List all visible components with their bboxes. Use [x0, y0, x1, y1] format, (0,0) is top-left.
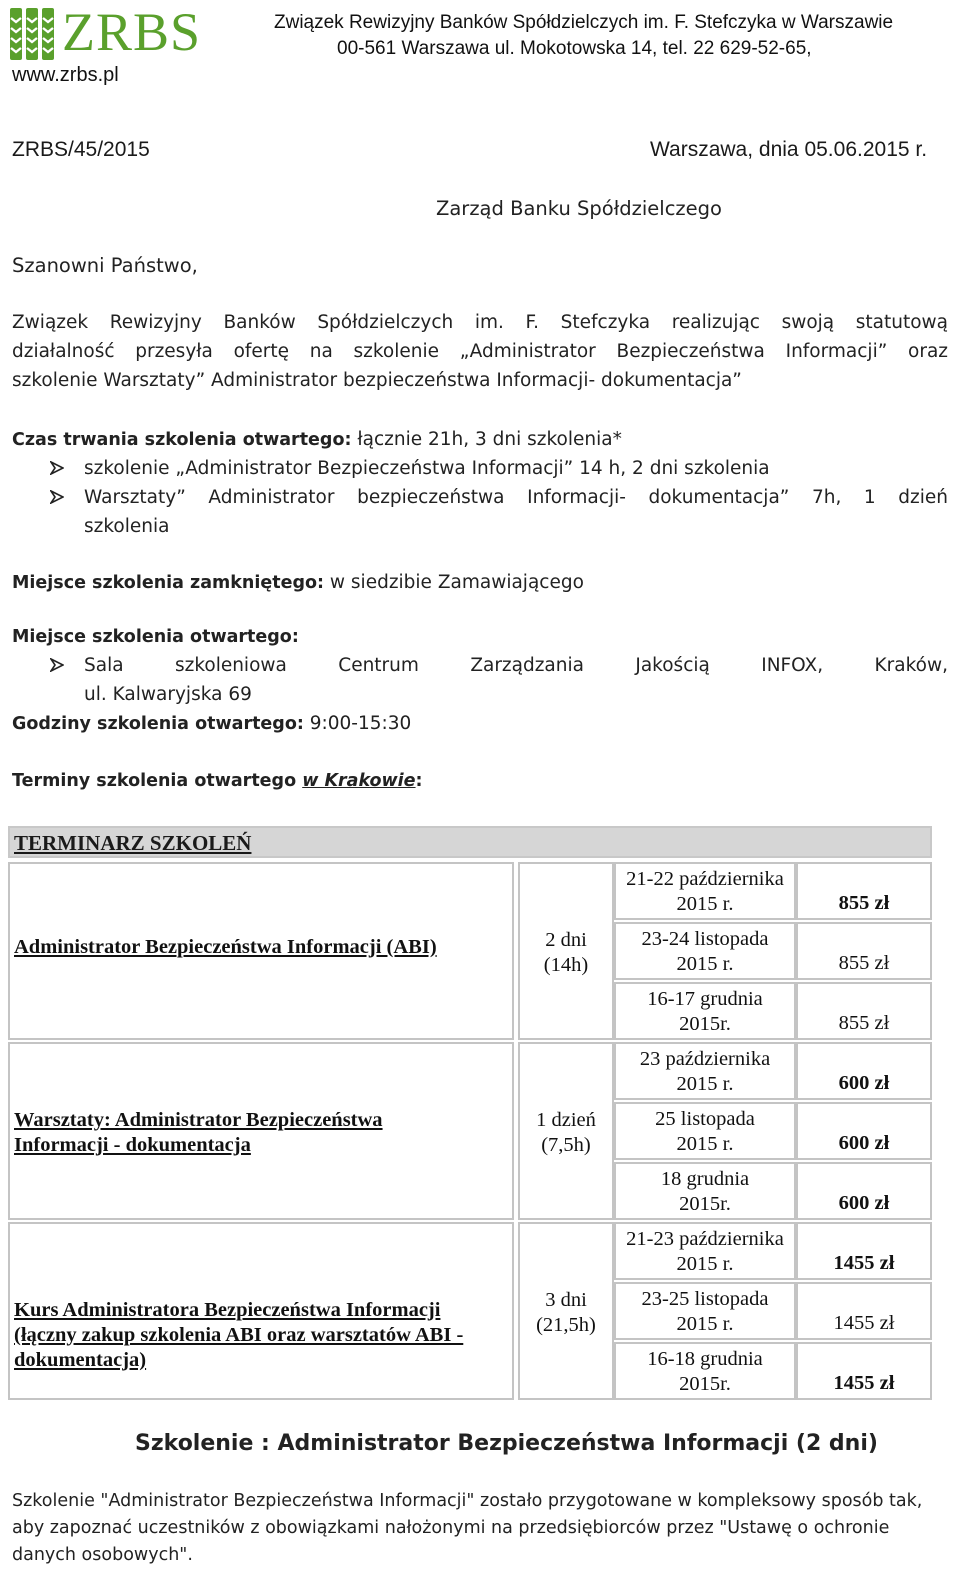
price-cell	[796, 1342, 932, 1400]
closed-place-row	[12, 568, 584, 598]
section-para-line-1: Szkolenie "Administrator Bezpieczeństwa Informacji" zostało przygotowane w kompleksowy sposób tak,	[12, 1491, 923, 1511]
date-text: 21-23 października	[626, 1228, 784, 1250]
date-text: 2015 r.	[676, 1253, 734, 1275]
schedule-table	[8, 826, 932, 1398]
course-name-line: dokumentacja)	[14, 1348, 147, 1371]
intro-line-3: szkolenie Warsztaty” Administrator bezpieczeństwa Informacji- dokumentacja”	[12, 370, 742, 391]
course-duration-cell	[518, 1042, 614, 1220]
letter-date: Warszawa, dnia 05.06.2015 r.	[650, 138, 928, 161]
date-text: 2015r.	[679, 1013, 731, 1035]
duration-item-2-line-1: Warsztaty” Administrator bezpieczeństwa Informacji- dokumentacja” 7h, 1 dzień	[84, 487, 948, 508]
price-text: 1455 zł	[833, 1312, 895, 1334]
duration-label: Czas trwania szkolenia otwartego:	[12, 430, 352, 450]
arrow-bullet-icon	[50, 461, 64, 475]
course-duration-text: 3 dni	[545, 1289, 587, 1311]
price-cell	[796, 862, 932, 920]
closed-place-label: Miejsce szkolenia zamkniętego:	[12, 573, 325, 593]
duration-row	[12, 425, 622, 455]
intro-line-1: Związek Rewizyjny Banków Spółdzielczych im. F. Stefczyka realizując swoją statutową	[12, 312, 948, 333]
price-cell	[796, 982, 932, 1040]
date-cell	[614, 922, 796, 980]
date-text: 2015 r.	[676, 1133, 734, 1155]
date-cell	[614, 862, 796, 920]
section-heading: Szkolenie : Administrator Bezpieczeństwa Informacji (2 dni)	[135, 1431, 878, 1456]
date-text: 25 listopada	[655, 1108, 755, 1130]
section-para-line-2: aby zapoznać uczestników z obowiązkami nałożonymi na przedsiębiorców przez "Ustawę o ochronie	[12, 1518, 890, 1538]
date-text: 2015r.	[679, 1193, 731, 1215]
course-duration-cell	[518, 1222, 614, 1400]
hours-row	[12, 709, 411, 739]
course-duration-text: (7,5h)	[541, 1134, 591, 1156]
open-place-label: Miejsce szkolenia otwartego:	[12, 627, 299, 647]
date-cell	[614, 1342, 796, 1400]
price-text: 855 zł	[838, 1012, 890, 1034]
price-text: 1455 zł	[833, 1252, 895, 1274]
arrow-bullet-icon	[50, 490, 64, 504]
org-name-line: Związek Rewizyjny Banków Spółdzielczych im. F. Stefczyka w Warszawie	[274, 12, 894, 33]
hours-label: Godziny szkolenia otwartego:	[12, 714, 304, 734]
date-text: 2015r.	[679, 1373, 731, 1395]
date-text: 2015 r.	[676, 893, 734, 915]
open-place-line-1: Sala szkoleniowa Centrum Zarządzania Jakością INFOX, Kraków,	[84, 655, 948, 676]
course-duration-text: 1 dzień	[536, 1109, 596, 1131]
course-name-line: Administrator Bezpieczeństwa Informacji (ABI)	[14, 935, 437, 958]
org-address-line: 00-561 Warszawa ul. Mokotowska 14, tel. 22 629-52-65,	[337, 38, 812, 59]
date-text: 2015 r.	[676, 953, 734, 975]
course-duration-text: 2 dni	[545, 929, 587, 951]
closed-place-value: w siedzibie Zamawiającego	[324, 572, 584, 593]
duration-value: łącznie 21h, 3 dni szkolenia*	[351, 429, 622, 450]
website-link[interactable]: www.zrbs.pl	[12, 64, 119, 86]
schedule-title: TERMINARZ SZKOLEŃ	[14, 831, 252, 855]
price-text: 1455 zł	[833, 1372, 895, 1394]
date-cell	[614, 982, 796, 1040]
course-name-line: Warsztaty: Administrator Bezpieczeństwa	[14, 1109, 383, 1131]
date-text: 2015 r.	[676, 1073, 734, 1095]
date-text: 23 października	[639, 1048, 771, 1070]
date-cell	[614, 1042, 796, 1100]
price-cell	[796, 1042, 932, 1100]
price-text: 855 zł	[838, 892, 890, 914]
date-cell	[614, 1162, 796, 1220]
hours-value: 9:00-15:30	[303, 713, 412, 734]
zrbs-logo	[10, 2, 202, 86]
price-cell	[796, 1282, 932, 1340]
date-text: 18 grudnia	[660, 1168, 750, 1190]
duration-item-1: szkolenie „Administrator Bezpieczeństwa Informacji” 14 h, 2 dni szkolenia	[84, 458, 770, 479]
arrow-bullet-icon	[50, 658, 64, 672]
date-text: 16-18 grudnia	[647, 1348, 763, 1370]
price-text: 600 zł	[838, 1072, 890, 1094]
intro-line-2: działalność przesyła ofertę na szkolenie „Administrator Bezpieczeństwa Informacji” oraz	[12, 341, 948, 362]
reference-number: ZRBS/45/2015	[12, 138, 150, 161]
price-cell	[796, 1102, 932, 1160]
terms-city: w Krakowie	[302, 771, 416, 791]
terms-label: Terminy szkolenia otwartego	[12, 771, 303, 791]
date-cell	[614, 1282, 796, 1340]
course-name-cell	[8, 1042, 514, 1220]
date-text: 21-22 października	[626, 868, 784, 890]
open-place-line-2: ul. Kalwaryjska 69	[84, 684, 252, 705]
date-cell	[614, 1102, 796, 1160]
price-text: 600 zł	[838, 1132, 890, 1154]
course-name-line: Kurs Administratora Bezpieczeństwa Informacji	[14, 1298, 441, 1321]
logo-text: ZRBS	[62, 2, 202, 62]
recipient: Zarząd Banku Spółdzielczego	[436, 197, 722, 220]
date-text: 2015 r.	[676, 1313, 734, 1335]
date-text: 23-25 listopada	[641, 1288, 769, 1310]
date-text: 23-24 listopada	[641, 928, 769, 950]
course-name-line: (łączny zakup szkolenia ABI oraz warsztatów ABI -	[14, 1323, 464, 1346]
duration-item-2-line-2: szkolenia	[84, 516, 170, 537]
wheat-logo-icon	[10, 6, 54, 64]
date-cell	[614, 1222, 796, 1280]
price-cell	[796, 1222, 932, 1280]
price-text: 600 zł	[838, 1192, 890, 1214]
section-para-line-3: danych osobowych".	[12, 1545, 193, 1565]
price-text: 855 zł	[838, 952, 890, 974]
price-cell	[796, 922, 932, 980]
date-text: 16-17 grudnia	[647, 988, 763, 1010]
course-duration-cell	[518, 862, 614, 1040]
salutation: Szanowni Państwo,	[12, 254, 198, 277]
course-duration-text: (21,5h)	[536, 1314, 596, 1336]
course-duration-text: (14h)	[543, 954, 589, 976]
course-name-line: Informacji - dokumentacja	[14, 1134, 251, 1156]
price-cell	[796, 1162, 932, 1220]
schedule-title-bar	[8, 826, 932, 858]
terms-row	[12, 767, 423, 796]
terms-colon: :	[415, 771, 423, 791]
course-name-cell	[8, 862, 514, 1040]
course-name-cell	[8, 1222, 514, 1400]
